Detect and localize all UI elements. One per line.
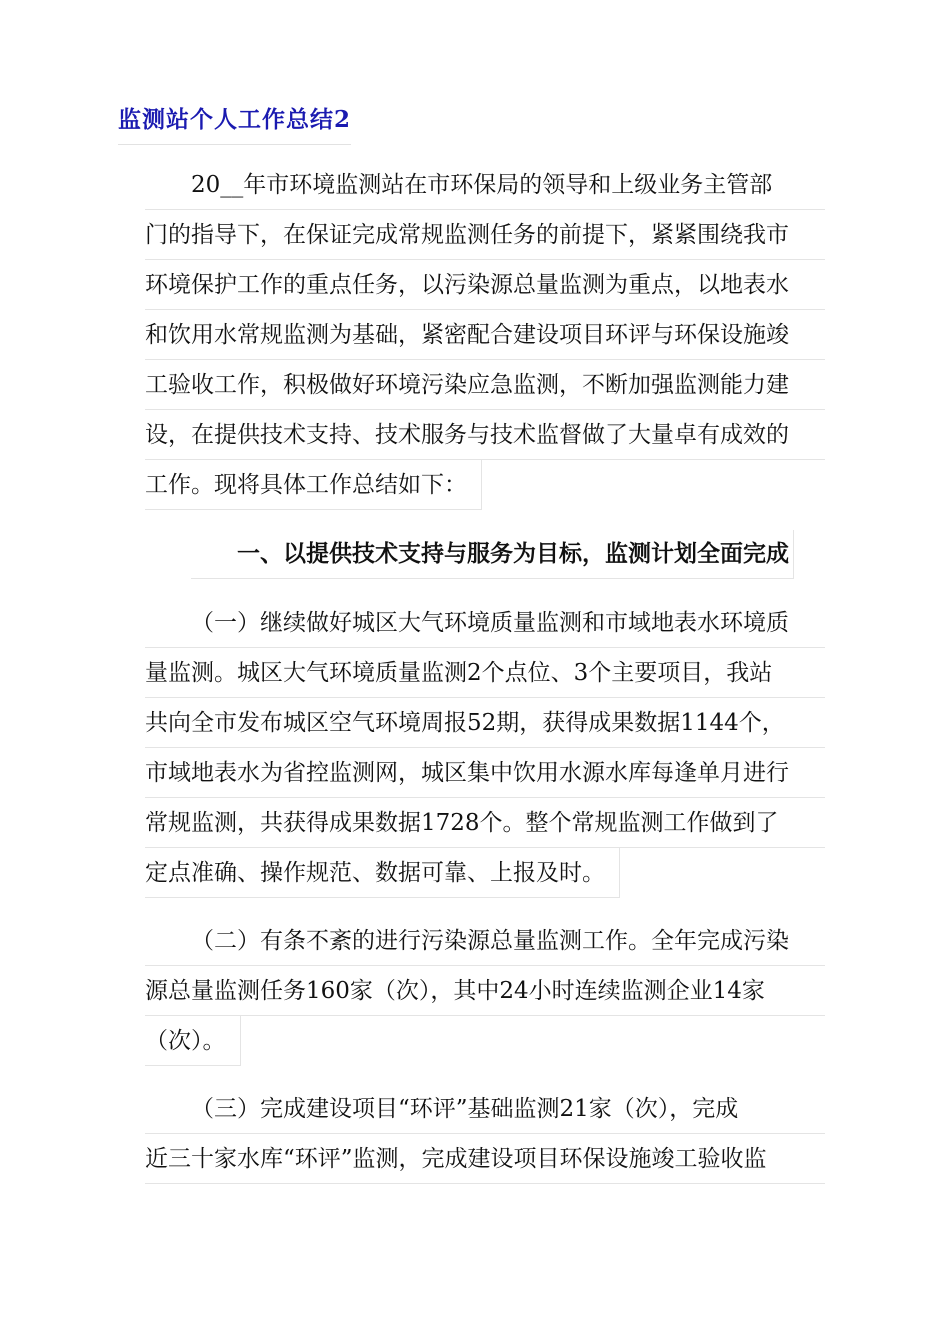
paragraph-line: 近三十家水库“环评”监测，完成建设项目环保设施竣工验收监 <box>145 1134 825 1184</box>
item1-paragraph <box>145 598 825 902</box>
paragraph-line: 源总量监测任务160家（次），其中24小时连续监测企业14家 <box>145 966 825 1016</box>
paragraph-line: 工作。现将具体工作总结如下： <box>145 460 482 510</box>
intro-paragraph <box>145 160 825 514</box>
paragraph-line: 环境保护工作的重点任务，以污染源总量监测为重点，以地表水 <box>145 260 825 310</box>
paragraph-line: （二）有条不紊的进行污染源总量监测工作。全年完成污染 <box>145 916 825 966</box>
paragraph-line: （三）完成建设项目“环评”基础监测21家（次），完成 <box>145 1084 825 1134</box>
paragraph-line: 市域地表水为省控监测网，城区集中饮用水源水库每逢单月进行 <box>145 748 825 798</box>
paragraph-line: 共向全市发布城区空气环境周报52期，获得成果数据1144个， <box>145 698 825 748</box>
item3-paragraph <box>145 1084 825 1184</box>
paragraph-line: 和饮用水常规监测为基础，紧密配合建设项目环评与环保设施竣 <box>145 310 825 360</box>
paragraph-line: 20__年市环境监测站在市环保局的领导和上级业务主管部 <box>145 160 825 210</box>
paragraph-line: 定点准确、操作规范、数据可靠、上报及时。 <box>145 848 620 898</box>
paragraph-line: 量监测。城区大气环境质量监测2个点位、3个主要项目，我站 <box>145 648 825 698</box>
paragraph-line: 常规监测，共获得成果数据1728个。整个常规监测工作做到了 <box>145 798 825 848</box>
document-title: 监测站个人工作总结2 <box>118 101 351 145</box>
item2-paragraph <box>145 916 825 1070</box>
section-heading-text: 一、以提供技术支持与服务为目标，监测计划全面完成 <box>191 530 794 579</box>
paragraph-line: （一）继续做好城区大气环境质量监测和市域地表水环境质 <box>145 598 825 648</box>
paragraph-line: （次）。 <box>145 1016 241 1066</box>
paragraph-line: 设，在提供技术支持、技术服务与技术监督做了大量卓有成效的 <box>145 410 825 460</box>
section-heading <box>145 530 825 578</box>
paragraph-line: 工验收工作，积极做好环境污染应急监测，不断加强监测能力建 <box>145 360 825 410</box>
paragraph-line: 门的指导下，在保证完成常规监测任务的前提下，紧紧围绕我市 <box>145 210 825 260</box>
